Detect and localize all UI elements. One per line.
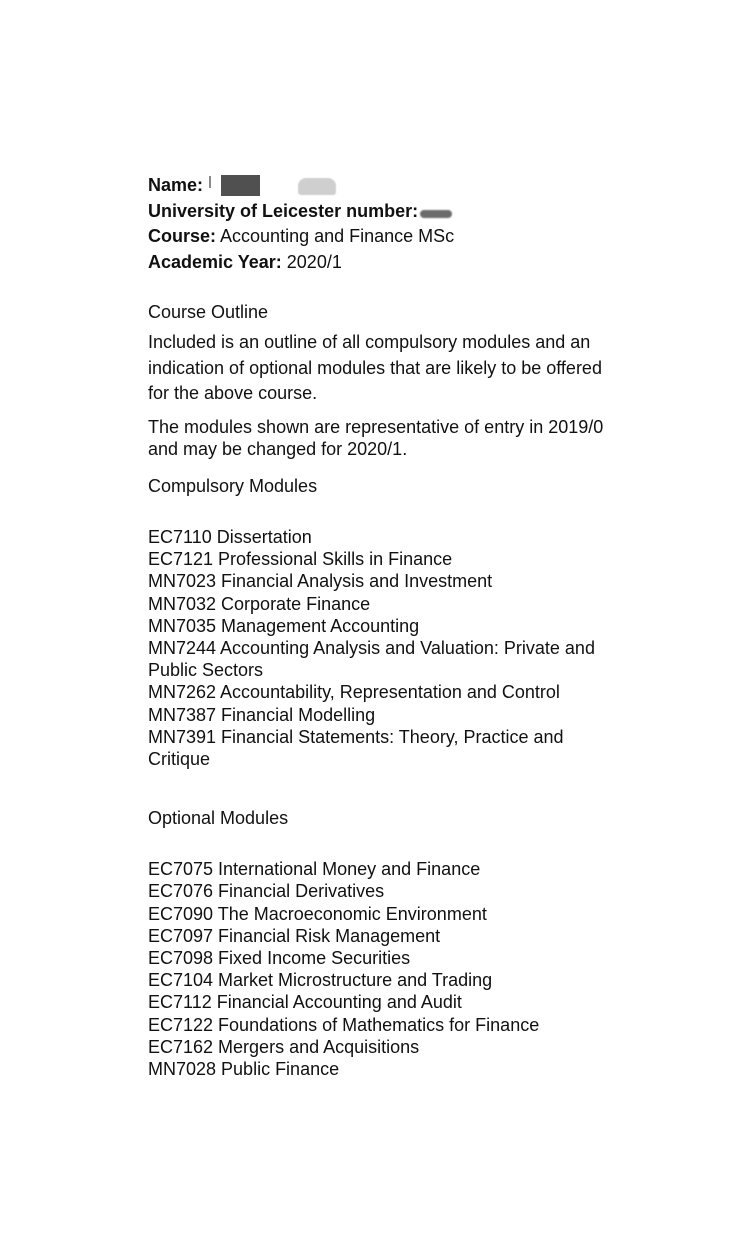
- academic-year-line: [148, 250, 618, 276]
- student-number-label: University of Leicester number:: [148, 200, 419, 221]
- redaction-mark: [298, 178, 336, 195]
- list-item: MN7262 Accountability, Representation and Control: [148, 682, 560, 703]
- optional-module-list: [148, 858, 618, 1080]
- redaction-mark: [420, 210, 452, 218]
- list-item: EC7098 Fixed Income Securities: [148, 947, 411, 968]
- list-item: MN7391 Financial Statements: Theory, Practice and Critique: [148, 726, 564, 769]
- redaction-mark: [209, 176, 211, 188]
- list-item: MN7387 Financial Modelling: [148, 704, 376, 725]
- list-item: EC7075 International Money and Finance: [148, 859, 481, 880]
- redaction-mark: [221, 175, 260, 196]
- list-item: EC7110 Dissertation: [148, 526, 312, 547]
- student-number-line: [148, 199, 618, 225]
- list-item: EC7121 Professional Skills in Finance: [148, 549, 453, 570]
- course-line: [148, 224, 618, 250]
- list-item: MN7028 Public Finance: [148, 1058, 340, 1079]
- list-item: EC7104 Market Microstructure and Trading: [148, 970, 493, 991]
- course-value: Accounting and Finance MSc: [220, 226, 455, 246]
- document-page: [148, 173, 618, 1080]
- list-item: EC7076 Financial Derivatives: [148, 881, 385, 902]
- compulsory-module-list: [148, 526, 618, 770]
- course-outline-heading: Course Outline: [148, 302, 269, 322]
- list-item: EC7090 The Macroeconomic Environment: [148, 903, 487, 924]
- academic-year-label: Academic Year:: [148, 251, 282, 272]
- name-line: [148, 173, 618, 199]
- list-item: EC7097 Financial Risk Management: [148, 925, 441, 946]
- compulsory-modules-heading: Compulsory Modules: [148, 475, 318, 496]
- student-details: [148, 173, 618, 275]
- list-item: EC7162 Mergers and Acquisitions: [148, 1036, 420, 1057]
- list-item: MN7023 Financial Analysis and Investment: [148, 571, 493, 592]
- course-label: Course:: [148, 226, 217, 246]
- academic-year-value: 2020/1: [286, 251, 342, 272]
- list-item: MN7032 Corporate Finance: [148, 593, 371, 614]
- name-label: Name:: [148, 175, 204, 195]
- list-item: MN7035 Management Accounting: [148, 615, 420, 636]
- outline-note: The modules shown are representative of entry in 2019/0 and may be changed for 2020/1.: [148, 416, 604, 459]
- list-item: EC7112 Financial Accounting and Audit: [148, 992, 462, 1013]
- list-item: MN7244 Accounting Analysis and Valuation: Private and Public Sectors: [148, 637, 595, 681]
- outline-intro: Included is an outline of all compulsory modules and an indication of optional modules that are likely to be offered for the above course.: [148, 332, 602, 403]
- list-item: EC7122 Foundations of Mathematics for Finance: [148, 1014, 540, 1035]
- optional-modules-heading: Optional Modules: [148, 808, 289, 829]
